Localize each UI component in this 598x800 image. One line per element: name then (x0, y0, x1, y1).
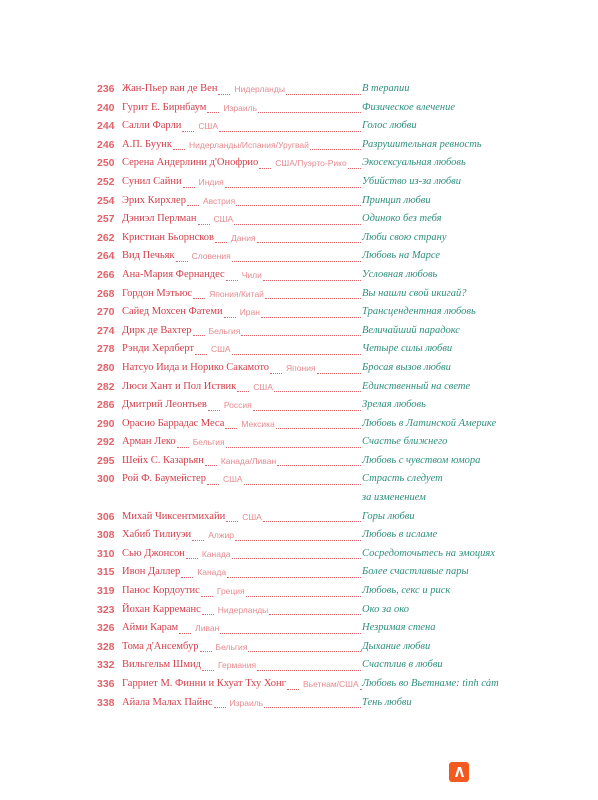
page-number: 252 (97, 175, 115, 188)
page-number: 300 (97, 473, 115, 486)
dot-leader (235, 540, 361, 541)
chapter-title: Разрушительная ревность (362, 138, 482, 150)
chapter-title: Вы нашли свой икигай? (362, 287, 467, 299)
author-name: Сайед Мохсен Фатеми (122, 306, 223, 318)
dot-leader (227, 577, 361, 578)
toc-entry (97, 154, 522, 173)
chapter-title: Сосредоточьтесь на эмоциях (362, 547, 495, 559)
dot-leader (264, 707, 361, 708)
dot-leader (263, 280, 361, 281)
entry-author-block (122, 340, 362, 359)
toc-entry (97, 619, 522, 638)
page-number: 250 (97, 157, 115, 170)
entry-author-block (122, 563, 362, 582)
dot-leader (202, 614, 214, 615)
author-name: Гарриет М. Финни и Кхуат Тху Хонг (122, 678, 286, 689)
toc-entry (97, 582, 522, 601)
page-number: 282 (97, 380, 115, 393)
author-country: Израиль (223, 102, 258, 113)
chapter-title: Голос любви (362, 120, 417, 132)
page-number: 246 (97, 138, 115, 151)
entry-author-block (122, 415, 362, 434)
dot-leader (232, 261, 361, 262)
dot-leader (257, 670, 361, 671)
chapter-title: Принцип любви (362, 194, 431, 206)
author-country: Нидерланды/Испания/Уругвай (189, 139, 309, 150)
page-number: 332 (97, 659, 115, 672)
author-name: Рэнди Херлберт (122, 343, 194, 355)
dot-leader (259, 168, 271, 169)
table-of-contents (97, 80, 522, 712)
toc-entry (97, 433, 522, 452)
dot-leader (248, 651, 361, 652)
dot-leader (200, 651, 212, 652)
author-country: Нидерланды (217, 604, 269, 615)
entry-author-block (122, 378, 362, 397)
entry-author-block (122, 192, 362, 211)
dot-leader (202, 670, 214, 671)
toc-entry (97, 694, 522, 713)
entry-author-block (122, 285, 362, 304)
author-name: Дмитрий Леонтьев (122, 399, 207, 411)
author-name: Жан-Пьер ван де Вен (122, 83, 218, 94)
author-country: Мексика (241, 418, 275, 429)
page-number: 338 (97, 696, 115, 709)
dot-leader (232, 558, 361, 559)
entry-author-block (122, 545, 362, 564)
entry-author-block (122, 266, 362, 285)
entry-author-block (122, 173, 362, 192)
author-name: Вильгельм Шмид (122, 659, 201, 671)
author-name: Сью Джонсон (122, 547, 185, 559)
chapter-title: Горы любви (362, 510, 415, 522)
entry-author-block (122, 675, 362, 694)
entry-author-block (122, 80, 362, 99)
author-country: Иран (239, 307, 260, 318)
author-country: США (198, 121, 219, 132)
dot-leader (317, 373, 361, 374)
chapter-title: Дыхание любви (362, 640, 431, 652)
toc-entry (97, 675, 522, 694)
dot-leader (310, 149, 361, 150)
page-number: 264 (97, 250, 115, 263)
page-number: 244 (97, 120, 115, 133)
dot-leader (263, 521, 361, 522)
entry-author-block (122, 601, 362, 620)
dot-leader (192, 540, 204, 541)
dot-leader (244, 484, 361, 485)
chapter-title: Любовь с чувством юмора (362, 454, 481, 466)
author-name: Гордон Мэтьюс (122, 287, 193, 299)
dot-leader (241, 335, 361, 336)
author-country: США (210, 344, 231, 355)
entry-author-block (122, 303, 362, 322)
author-country: Япония (286, 362, 316, 373)
dot-leader (226, 521, 238, 522)
page-number: 268 (97, 287, 115, 300)
dot-leader (348, 168, 361, 169)
entry-author-block (122, 470, 362, 489)
dot-leader (205, 465, 217, 466)
dot-leader (269, 614, 361, 615)
author-country: Австрия (202, 195, 236, 206)
publisher-logo-icon (449, 762, 469, 782)
toc-entry (97, 99, 522, 118)
dot-leader (183, 187, 195, 188)
page-number: 308 (97, 529, 115, 542)
chapter-title: за изменением (362, 492, 426, 504)
chapter-title: Убийство из-за любви (362, 175, 461, 187)
author-name: Сунил Сайни (122, 175, 182, 187)
dot-leader (226, 280, 238, 281)
page-number: 306 (97, 510, 115, 523)
entry-author-block (122, 99, 362, 118)
author-country: США (213, 214, 234, 225)
author-country: Алжир (208, 530, 234, 541)
page-number: 292 (97, 436, 115, 449)
author-country: Бельгия (192, 437, 225, 448)
toc-entry (97, 192, 522, 211)
author-country: Нидерланды (234, 84, 285, 94)
author-name: Арман Леко (122, 436, 176, 448)
page-number: 270 (97, 306, 115, 319)
dot-leader (287, 689, 299, 690)
entry-author-block (122, 526, 362, 545)
author-country: Германия (217, 660, 257, 671)
toc-entry (97, 470, 522, 489)
page-number: 319 (97, 585, 115, 598)
toc-entry (97, 452, 522, 471)
toc-entry (97, 656, 522, 675)
toc-entry (97, 378, 522, 397)
author-country: Бельгия (208, 325, 241, 336)
chapter-title: Страсть следует (362, 473, 443, 485)
toc-entry (97, 136, 522, 155)
toc-entry (97, 266, 522, 285)
toc-entry (97, 340, 522, 359)
author-country: Дания (231, 232, 256, 243)
chapter-title: Более счастливые пары (362, 566, 469, 578)
chapter-title: Экосексуальная любовь (362, 157, 466, 169)
author-name: Йохан Карреманс (122, 603, 201, 615)
author-country: Чили (241, 269, 262, 280)
dot-leader (224, 317, 236, 318)
entry-author-block (122, 210, 362, 229)
author-country: Греция (216, 586, 245, 597)
dot-leader (274, 391, 361, 392)
page-number: 286 (97, 399, 115, 412)
dot-leader (226, 447, 361, 448)
toc-entry (97, 229, 522, 248)
dot-leader (261, 317, 361, 318)
author-country: Япония/Китай (209, 288, 264, 299)
toc-entry (97, 303, 522, 322)
author-name: Серена Андерлини д'Онофрио (122, 157, 259, 169)
toc-entry (97, 508, 522, 527)
chapter-title: Четыре силы любви (362, 343, 453, 355)
dot-leader (265, 298, 361, 299)
page-number: 274 (97, 324, 115, 337)
dot-leader (187, 205, 199, 206)
dot-leader (176, 261, 188, 262)
entry-author-block (122, 638, 362, 657)
dot-leader (207, 112, 219, 113)
page-number: 295 (97, 454, 115, 467)
toc-entry (97, 322, 522, 341)
dot-leader (186, 558, 198, 559)
entry-author-block (122, 452, 362, 471)
chapter-title: Тень любви (362, 696, 412, 708)
author-country: Канада (197, 567, 227, 578)
entry-author-block (122, 322, 362, 341)
dot-leader (219, 131, 361, 132)
dot-leader (286, 94, 361, 95)
page-number: 290 (97, 417, 115, 430)
author-name: Ана-Мария Фернандес (122, 268, 225, 280)
toc-entry (97, 638, 522, 657)
chapter-title: Любовь в Латинской Америке (362, 417, 497, 429)
author-name: Гурит Е. Бирнбаум (122, 101, 207, 113)
author-name: Панос Кордоутис (122, 585, 200, 597)
dot-leader (276, 428, 361, 429)
author-country: Ливан (195, 623, 220, 634)
author-country: Израиль (229, 697, 264, 708)
toc-entry (97, 396, 522, 415)
author-name: Шейх С. Казарьян (122, 454, 204, 466)
page-number: 323 (97, 603, 115, 616)
page-number: 315 (97, 566, 115, 579)
author-name: Кристиан Бьорнсков (122, 231, 215, 243)
dot-leader (234, 224, 361, 225)
page-number: 278 (97, 343, 115, 356)
dot-leader (218, 94, 230, 95)
page-number: 310 (97, 547, 115, 560)
dot-leader (207, 484, 219, 485)
entry-author-block (122, 508, 362, 527)
page-number: 326 (97, 622, 115, 635)
dot-leader (215, 242, 227, 243)
author-name: Рой Ф. Баумейстер (122, 473, 206, 485)
page-number: 254 (97, 194, 115, 207)
chapter-title: Физическое влечение (362, 101, 455, 113)
dot-leader (277, 465, 361, 466)
logo-glyph-icon (452, 765, 466, 779)
toc-entry (97, 247, 522, 266)
author-name: Люси Хант и Пол Иствик (122, 380, 237, 392)
toc-entry (97, 415, 522, 434)
author-name: Вид Печьяк (122, 250, 175, 262)
page-number: 262 (97, 231, 115, 244)
dot-leader (257, 242, 361, 243)
author-name: А.П. Буунк (122, 138, 173, 150)
page-number: 328 (97, 640, 115, 653)
chapter-title: Зрелая любовь (362, 399, 426, 411)
entry-author-block (122, 359, 362, 378)
author-country: Россия (223, 400, 252, 411)
entry-author-block (122, 396, 362, 415)
author-country: Канада (201, 548, 231, 559)
dot-leader (225, 428, 237, 429)
dot-leader (193, 298, 205, 299)
entry-author-block (122, 433, 362, 452)
author-country: Вьетнам/США (302, 679, 359, 689)
dot-leader (258, 112, 361, 113)
chapter-title: Одиноко без тебя (362, 213, 442, 225)
dot-leader (182, 131, 194, 132)
dot-leader (270, 373, 282, 374)
author-name: Тома д'Ансембур (122, 640, 199, 652)
author-country: США/Пуэрто-Рико (275, 158, 347, 169)
page-number: 280 (97, 361, 115, 374)
dot-leader (237, 391, 249, 392)
author-country: Канада/Ливан (220, 455, 277, 466)
author-name: Эрих Кирхлер (122, 194, 186, 206)
page-number: 336 (97, 678, 115, 690)
author-country: Бельгия (215, 641, 248, 652)
dot-leader (193, 335, 205, 336)
toc-entry (97, 173, 522, 192)
dot-leader (220, 633, 361, 634)
author-name: Дэниэл Перлман (122, 213, 197, 225)
author-name: Салли Фарли (122, 120, 182, 132)
toc-entry (97, 117, 522, 136)
entry-author-block (122, 656, 362, 675)
toc-entry (97, 526, 522, 545)
page-number: 266 (97, 268, 115, 281)
dot-leader (173, 149, 185, 150)
dot-leader (236, 205, 361, 206)
chapter-title: Бросая вызов любви (362, 361, 451, 373)
dot-leader (177, 447, 189, 448)
entry-author-block (122, 117, 362, 136)
dot-leader (253, 410, 361, 411)
chapter-title: Око за око (362, 603, 409, 615)
dot-leader (225, 187, 361, 188)
toc-entry (97, 545, 522, 564)
dot-leader (208, 410, 220, 411)
author-name: Айми Карам (122, 622, 179, 634)
dot-leader (181, 577, 193, 578)
chapter-title: Любовь на Марсе (362, 250, 441, 262)
chapter-title: Любовь во Вьетнаме: tình cảm (362, 678, 499, 689)
dot-leader (201, 596, 213, 597)
page-number: 240 (97, 101, 115, 114)
author-country: США (242, 511, 262, 522)
dot-leader (214, 707, 226, 708)
toc-entry (97, 210, 522, 229)
author-country: США (253, 381, 273, 392)
chapter-title: Люби свою страну (362, 231, 447, 243)
author-name: Дирк де Вахтер (122, 324, 192, 336)
author-country: США (222, 474, 243, 485)
chapter-title: Любовь, секс и риск (362, 585, 451, 597)
toc-entry (97, 285, 522, 304)
toc-entry (97, 359, 522, 378)
entry-author-block (122, 247, 362, 266)
dot-leader (195, 354, 207, 355)
toc-entry (97, 601, 522, 620)
entry-author-block (122, 229, 362, 248)
entry-author-block (122, 136, 362, 155)
author-country: Словения (191, 251, 231, 262)
page-number: 257 (97, 213, 115, 226)
chapter-title: Единственный на свете (362, 380, 471, 392)
author-name: Орасио Баррадас Меса (122, 417, 225, 429)
author-name: Натсуо Иида и Норико Сакамото (122, 361, 270, 373)
chapter-title: Величайший парадокс (362, 324, 460, 336)
entry-author-block (122, 694, 362, 713)
author-name: Ивон Даллер (122, 566, 181, 578)
dot-leader (232, 354, 361, 355)
chapter-title: В терапии (362, 83, 410, 94)
author-name: Хабиб Тилиуэи (122, 529, 192, 541)
chapter-title: Счастлив в любви (362, 659, 443, 671)
entry-author-block (122, 619, 362, 638)
dot-leader (246, 596, 361, 597)
chapter-title: Любовь в исламе (362, 529, 438, 541)
chapter-title: Трансцендентная любовь (362, 306, 476, 318)
dot-leader (198, 224, 210, 225)
chapter-title: Условная любовь (362, 268, 438, 280)
toc-entry (97, 563, 522, 582)
toc-entry (97, 80, 522, 99)
dot-leader (179, 633, 191, 634)
entry-author-block (122, 582, 362, 601)
author-name: Айала Малах Пайнс (122, 696, 213, 708)
author-name: Михай Чиксентмихайи (122, 510, 226, 522)
chapter-title: Счастье ближнего (362, 436, 448, 448)
page-number: 236 (97, 83, 115, 95)
author-country: Индия (198, 176, 224, 187)
chapter-title: Незримая стена (362, 622, 436, 634)
entry-author-block (122, 154, 362, 173)
toc-entry-continuation (97, 489, 522, 508)
